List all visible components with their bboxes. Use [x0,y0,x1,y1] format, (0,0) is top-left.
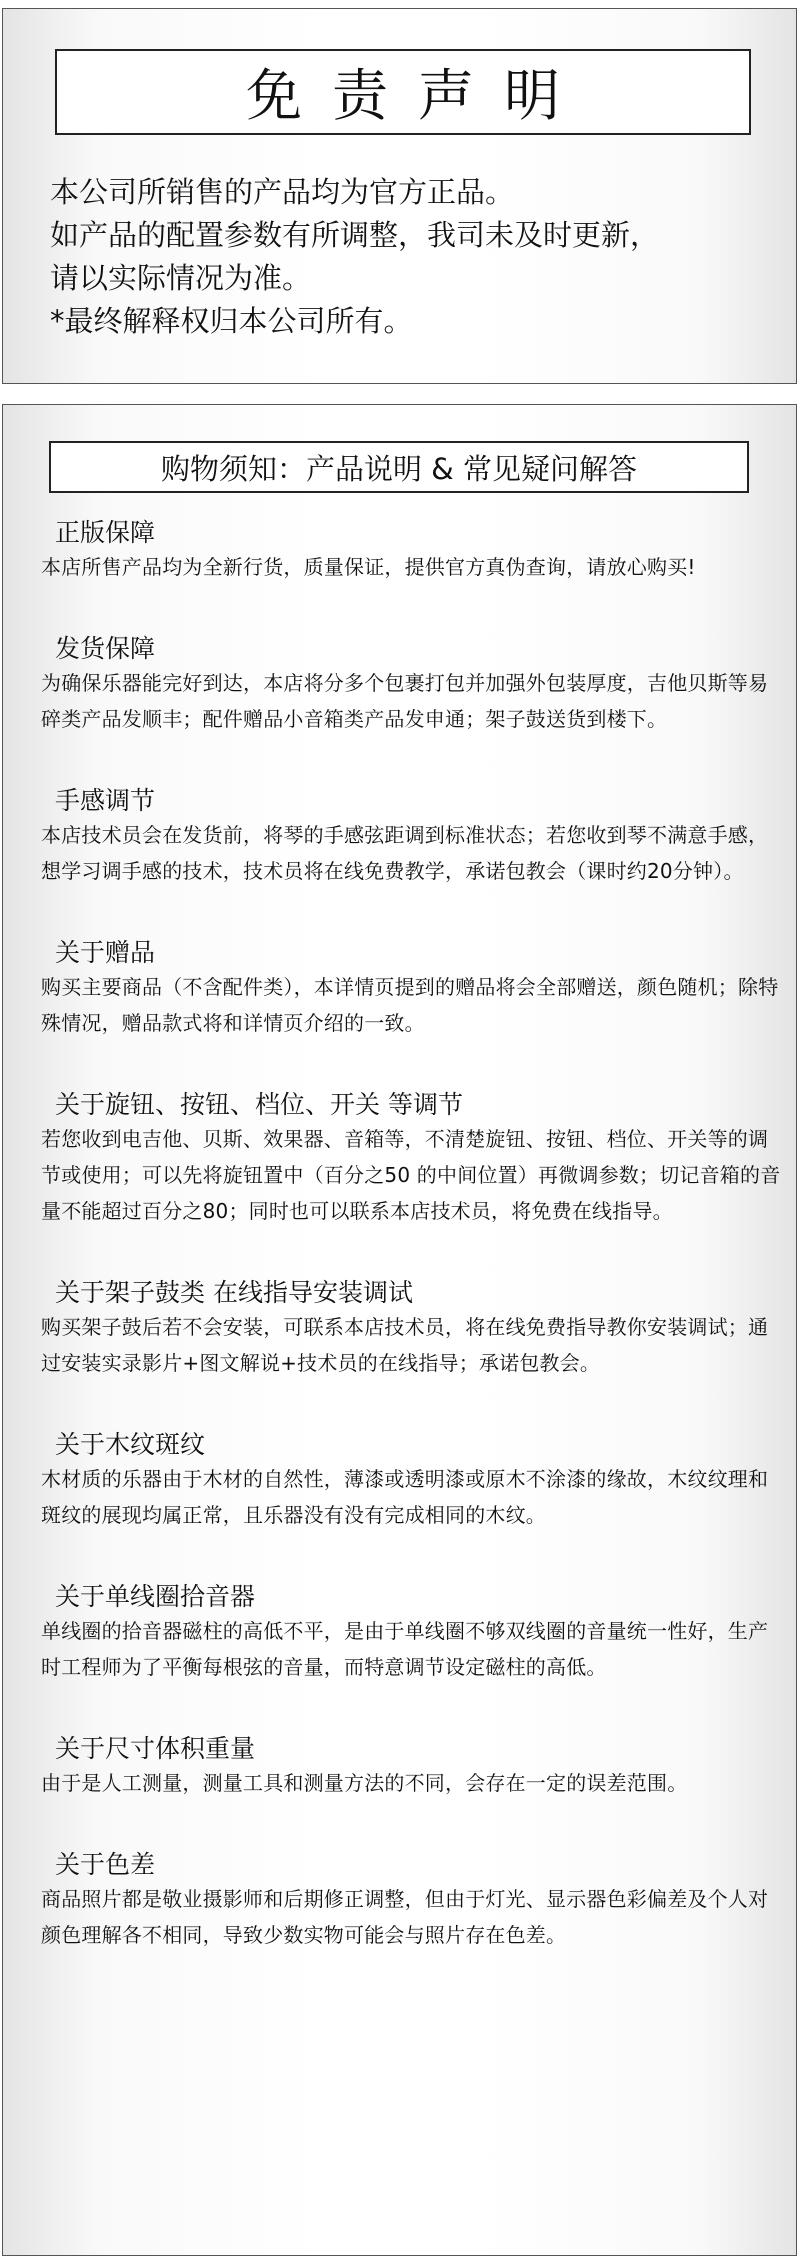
shopping-notice-panel [2,404,797,2256]
section-heading: 手感调节 [55,786,156,815]
notice-title: 购物须知：产品说明 & 常见疑问解答 [49,441,749,493]
section-body: 本店所售产品均为全新行货，质量保证，提供官方真伪查询，请放心购买! [41,555,696,579]
faq-section-dimensions [41,1733,783,1801]
faq-section-shipping [41,633,783,737]
section-heading: 关于架子鼓类 在线指导安装调试 [55,1278,413,1307]
faq-section-single-coil [41,1581,783,1685]
disclaimer-title: 免责声明 [55,49,751,135]
faq-section-color [41,1849,783,1953]
disclaimer-line: 本公司所销售的产品均为官方正品。 [50,175,515,209]
faq-section-drum-install [41,1277,783,1381]
section-body: 购买架子鼓后若不会安装，可联系本店技术员，将在线免费指导教你安装调试；通过安装实录影片+图文解说+技术员的在线指导；承诺包教会。 [41,1315,769,1375]
section-heading: 关于色差 [55,1850,156,1879]
faq-list [41,517,783,2001]
disclaimer-line: 请以实际情况为准。 [50,261,312,295]
section-heading: 发货保障 [55,634,156,663]
section-heading: 关于赠品 [55,938,156,967]
section-body: 购买主要商品（不含配件类），本详情页提到的赠品将会全部赠送，颜色随机；除特殊情况，赠品款式将和详情页介绍的一致。 [41,975,779,1035]
section-body: 本店技术员会在发货前，将琴的手感弦距调到标准状态；若您收到琴不满意手感，想学习调手感的技术，技术员将在线免费教学，承诺包教会（课时约20分钟）。 [41,823,769,883]
disclaimer-panel [2,8,797,384]
section-heading: 关于尺寸体积重量 [55,1734,256,1763]
disclaimer-line: *最终解释权归本公司所有。 [50,304,413,338]
section-body: 单线圈的拾音器磁柱的高低不平，是由于单线圈不够双线圈的音量统一性好，生产时工程师为了平衡每根弦的音量，而特意调节设定磁柱的高低。 [41,1619,769,1679]
faq-section-wood-grain [41,1429,783,1533]
section-body: 商品照片都是敬业摄影师和后期修正调整，但由于灯光、显示器色彩偏差及个人对颜色理解各不相同，导致少数实物可能会与照片存在色差。 [41,1887,769,1947]
faq-section-authenticity [41,517,783,585]
faq-section-knobs [41,1089,783,1229]
section-heading: 关于木纹斑纹 [55,1430,206,1459]
section-heading: 关于单线圈拾音器 [55,1582,256,1611]
section-body: 若您收到电吉他、贝斯、效果器、音箱等，不清楚旋钮、按钮、档位、开关等的调节或使用；可以先将旋钮置中（百分之50 的中间位置）再微调参数；切记音箱的音量不能超过百分之80；同时也可以联系本店技术员，将免费在线指导。 [41,1127,781,1223]
section-body: 为确保乐器能完好到达，本店将分多个包裹打包并加强外包装厚度，吉他贝斯等易碎类产品发顺丰；配件赠品小音箱类产品发申通；架子鼓送货到楼下。 [41,671,769,731]
section-heading: 正版保障 [55,518,156,547]
faq-section-gifts [41,937,783,1041]
section-heading: 关于旋钮、按钮、档位、开关 等调节 [55,1090,463,1119]
section-body: 由于是人工测量，测量工具和测量方法的不同，会存在一定的误差范围。 [41,1771,688,1795]
faq-section-setup [41,785,783,889]
disclaimer-line: 如产品的配置参数有所调整，我司未及时更新， [50,218,660,252]
disclaimer-text [50,171,790,343]
section-body: 木材质的乐器由于木材的自然性，薄漆或透明漆或原木不涂漆的缘故，木纹纹理和斑纹的展现均属正常，且乐器没有没有完成相同的木纹。 [41,1467,769,1527]
